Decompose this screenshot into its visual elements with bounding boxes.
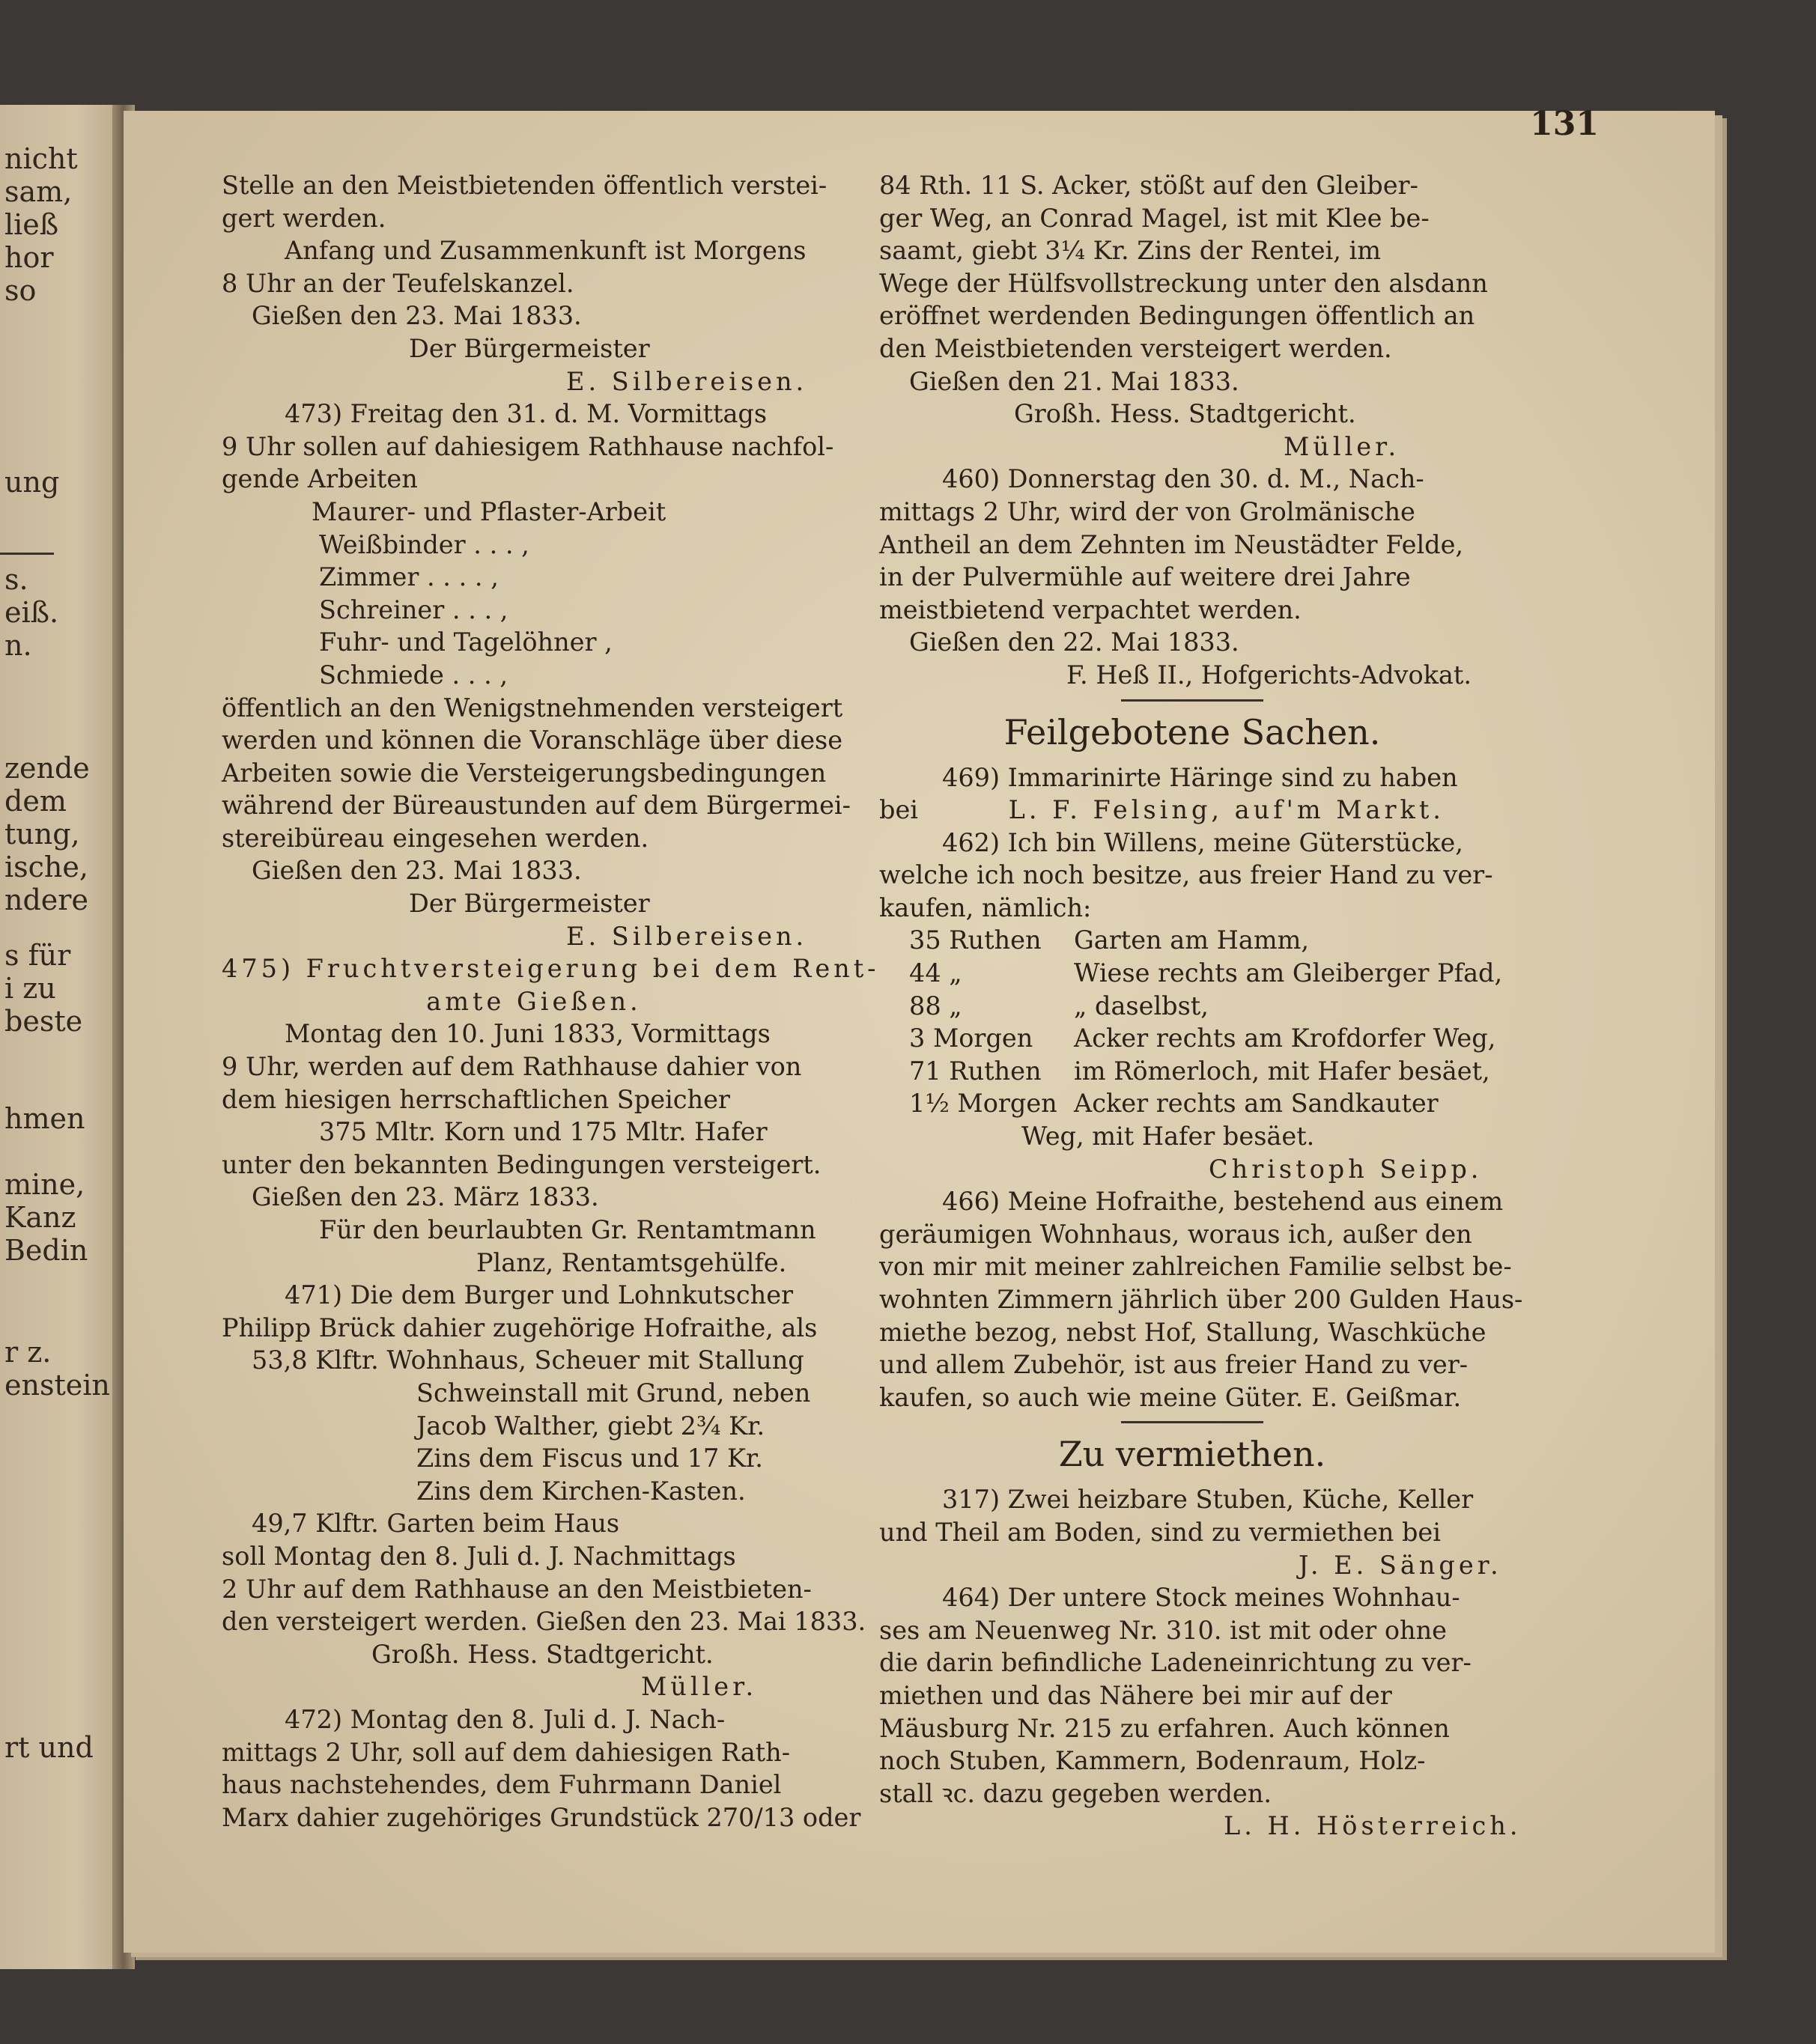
text-line: 8 Uhr an der Teufelskanzel. [222,268,574,298]
place-date: Gießen den 22. Mai 1833. [909,627,1239,657]
item-size: 44 „ [909,958,962,988]
section-heading-rent: Zu vermiethen. [1058,1434,1326,1475]
right-column [879,169,1523,1843]
text-line: und allem Zubehör, ist aus freier Hand zu ver- [879,1350,1469,1380]
facing-page-text: enstein [4,1369,110,1402]
item-desc: Acker rechts am Sandkauter [1074,1089,1439,1119]
notice-317 [879,1483,1505,1581]
notice-466 [879,1185,1523,1414]
section-rule [1121,699,1263,702]
work-item: Weißbinder . . . , [319,529,529,559]
item-size: 71 Ruthen [909,1056,1042,1086]
text-line: dem hiesigen herrschaftlichen Speicher [222,1084,730,1114]
text-line: stall ꝛc. dazu gegeben werden. [879,1778,1272,1808]
text-line: Marx dahier zugehöriges Grundstück 270/13 oder [222,1802,861,1832]
text-line [879,794,1505,827]
text-line: mittags 2 Uhr, soll auf dem dahiesigen Rath- [222,1737,791,1767]
work-item: Schmiede . . . , [319,660,508,690]
text-line: ses am Neuenweg Nr. 310. ist mit oder ohne [879,1615,1447,1645]
item-desc: „ daselbst, [1074,991,1209,1021]
text-line: Zins dem Fiscus und 17 Kr. [416,1444,763,1473]
signature-name: F. Heß II., Hofgerichts-Advokat. [1066,660,1472,690]
text-line: Jacob Walther, giebt 2¾ Kr. [416,1411,765,1441]
facing-page-text: ische, [4,851,88,883]
facing-page-text: dem [4,785,67,818]
signature-title: Der Bürgermeister [409,889,650,919]
text-line: während der Büreaustunden auf dem Bürgermei- [222,791,851,821]
list-item [879,1087,1505,1120]
facing-page-text: eiß. [4,596,59,629]
signature-name: E. Silbereisen. [566,366,808,396]
signature-title: Großh. Hess. Stadtgericht. [371,1639,714,1669]
text-line: mittags 2 Uhr, wird der von Grolmänische [879,496,1415,526]
facing-page-text: beste [4,1005,83,1038]
text-line: ger Weg, an Conrad Magel, ist mit Klee be- [879,203,1430,233]
text-line: 9 Uhr sollen auf dahiesigem Rathhause nachfol- [222,431,834,461]
list-item [879,1055,1505,1088]
facing-page-text: s für [4,939,71,972]
item-desc: Garten am Hamm, [1074,925,1310,955]
text-line: 49,7 Klftr. Garten beim Haus [252,1509,620,1539]
notice-title: amte Gießen. [426,986,642,1016]
facing-page-text: tung, [4,818,80,851]
text-line: 84 Rth. 11 S. Acker, stößt auf den Gleiber- [879,171,1418,200]
section-heading-sale: Feilgebotene Sachen. [1003,711,1381,752]
facing-page-fragment [0,105,126,1969]
text-line: werden und können die Voranschläge über diese [222,726,843,755]
text-line: öffentlich an den Wenigstnehmenden versteigert [222,693,843,723]
facing-page-text: r z. [4,1336,52,1369]
text-line: 472) Montag den 8. Juli d. J. Nach- [285,1704,726,1734]
facing-page-text: ließ [4,208,59,241]
signature-name: Müller. [1284,431,1400,461]
facing-page-text: sam, [4,175,73,208]
item-size: 1½ Morgen [909,1089,1057,1119]
work-item: Zimmer . . . . , [319,562,499,592]
signature-name: L. H. Hösterreich. [1224,1811,1522,1841]
notice-464 [879,1581,1522,1843]
text-line: unter den bekannten Bedingungen versteigert. [222,1149,822,1179]
text-line: 462) Ich bin Willens, meine Güterstücke, [942,827,1463,857]
text-line: die darin befindliche Ladeneinrichtung zu ver- [879,1648,1472,1678]
item-size: 35 Ruthen [909,925,1042,955]
facing-page-text: so [4,274,37,307]
text-line: haus nachstehendes, dem Fuhrmann Daniel [222,1770,782,1800]
text-line: miethen und das Nähere bei mir auf der [879,1680,1392,1710]
signature-title: Für den beurlaubten Gr. Rentamtmann [319,1215,816,1244]
notice-460 [879,463,1505,691]
text-line: Weg, mit Hafer besäet. [1021,1122,1315,1152]
list-item [879,924,1505,957]
text-line: Philipp Brück dahier zugehörige Hofraithe, als [222,1313,818,1342]
text-line: und Theil am Boden, sind zu vermiethen bei [879,1517,1441,1547]
notice-title: 475) Fruchtversteigerung bei dem Rent- [222,954,880,984]
work-item: Fuhr- und Tagelöhner , [319,627,613,657]
text-line: Wege der Hülfsvollstreckung unter den alsdann [879,268,1488,298]
notice-475 [222,952,880,1279]
list-item [879,1022,1505,1055]
signature-name: J. E. Sänger. [1299,1550,1502,1580]
text-line: 53,8 Klftr. Wohnhaus, Scheuer mit Stallung [252,1345,804,1375]
list-item [879,957,1505,990]
facing-page-text: n. [4,629,32,662]
facing-page-text: mine, [4,1168,85,1201]
text-line: Mäusburg Nr. 215 zu erfahren. Auch können [879,1713,1450,1743]
item-desc: Acker rechts am Krofdorfer Weg, [1074,1023,1496,1053]
text-line: Antheil an dem Zehnten im Neustädter Felde, [879,529,1464,559]
text-line: soll Montag den 8. Juli d. J. Nachmittags [222,1541,736,1571]
text-line: 2 Uhr auf dem Rathhause an den Meistbieten- [222,1574,812,1604]
page-number: 131 [1530,105,1599,143]
text-line: 464) Der untere Stock meines Wohnhau- [942,1583,1460,1613]
text-line: Arbeiten sowie die Versteigerungsbedingungen [222,758,827,788]
property-list [879,924,1505,1120]
notice-472 [222,1703,861,1834]
work-item: Schreiner . . . , [319,594,508,624]
facing-page-text: hmen [4,1102,85,1135]
text-line: meistbietend verpachtet werden. [879,594,1302,624]
section-rule [1121,1421,1263,1423]
facing-page-text: ung [4,466,60,499]
signature-name: E. Silbereisen. [566,921,808,951]
notice-469 [879,761,1505,827]
list-item [879,990,1505,1023]
notice-471 [222,1279,866,1703]
place-date: Gießen den 21. Mai 1833. [909,366,1239,396]
text-line: wohnten Zimmern jährlich über 200 Gulden Haus- [879,1285,1523,1314]
text-line: stereibüreau eingesehen werden. [222,823,649,853]
facing-page-text: rt und [4,1731,94,1764]
text-line: in der Pulvermühle auf weitere drei Jahre [879,562,1411,592]
text-line: 469) Immarinirte Häringe sind zu haben [942,762,1458,792]
text-line: den versteigert werden. Gießen den 23. Mai 1833. [222,1607,866,1637]
text-line: gert werden. [222,203,386,233]
facing-page-rule [0,553,54,555]
text-line: 375 Mltr. Korn und 175 Mltr. Hafer [319,1117,768,1147]
facing-page-text: s. [4,563,28,596]
signature-name: L. F. Felsing, auf'm Markt. [1008,795,1445,825]
text-line: 466) Meine Hofraithe, bestehend aus einem [942,1187,1504,1217]
text-line: kaufen, so auch wie meine Güter. E. Geißmar. [879,1382,1462,1412]
place-date: Gießen den 23. Mai 1833. [252,856,582,886]
text-line: 9 Uhr, werden auf dem Rathhause dahier von [222,1052,802,1082]
text-line: eröffnet werdenden Bedingungen öffentlich an [879,301,1475,331]
notice-462 [879,827,1505,1186]
text-line: 460) Donnerstag den 30. d. M., Nach- [942,464,1424,494]
place-date: Gießen den 23. Mai 1833. [252,301,582,331]
facing-page-text: hor [4,241,54,274]
text-line: miethe bezog, nebst Hof, Stallung, Waschküche [879,1317,1486,1347]
text-line: welche ich noch besitze, aus freier Hand zu ver- [879,860,1493,890]
item-size: 3 Morgen [909,1023,1033,1053]
item-size: 88 „ [909,991,962,1021]
item-desc: im Römerloch, mit Hafer besäet, [1074,1056,1490,1086]
work-item: Maurer- und Pflaster-Arbeit [312,496,666,526]
text-line: gende Arbeiten [222,464,418,494]
facing-page-text: i zu [4,972,56,1005]
signature-name: Müller. [641,1672,758,1702]
notice-472-continuation [879,169,1505,463]
text-word: bei [879,795,918,825]
text-line: noch Stuben, Kammern, Bodenraum, Holz- [879,1746,1426,1776]
text-line: Anfang und Zusammenkunft ist Morgens [285,236,807,266]
facing-page-text: Kanz [4,1201,76,1234]
text-line: Montag den 10. Juni 1833, Vormittags [285,1019,771,1049]
left-column [222,169,880,1834]
notice-473 [222,398,851,952]
facing-page-text: zende [4,752,90,785]
facing-page-text: Bedin [4,1234,88,1267]
notice-continuation [222,169,846,398]
signature-name: Christoph Seipp. [1209,1154,1483,1184]
text-line: 473) Freitag den 31. d. M. Vormittags [285,399,768,429]
text-line: den Meistbietenden versteigert werden. [879,333,1392,363]
text-line: kaufen, nämlich: [879,892,1092,922]
facing-page-text: ndere [4,883,88,916]
signature-name: Planz, Rentamtsgehülfe. [476,1247,787,1277]
text-line: von mir mit meiner zahlreichen Familie selbst be- [879,1252,1512,1282]
text-line: geräumigen Wohnhaus, woraus ich, außer den [879,1219,1472,1249]
facing-page-text: nicht [4,142,78,175]
text-line: Stelle an den Meistbietenden öffentlich verstei- [222,171,827,200]
text-line: saamt, giebt 3¼ Kr. Zins der Rentei, im [879,236,1382,266]
item-desc: Wiese rechts am Gleiberger Pfad, [1074,958,1503,988]
text-line: 317) Zwei heizbare Stuben, Küche, Keller [942,1485,1474,1515]
signature-title: Großh. Hess. Stadtgericht. [1014,399,1356,429]
signature-title: Der Bürgermeister [409,333,650,363]
text-line: 471) Die dem Burger und Lohnkutscher [285,1280,794,1310]
text-line: Schweinstall mit Grund, neben [416,1378,811,1408]
text-line: Zins dem Kirchen-Kasten. [416,1476,746,1506]
place-date: Gießen den 23. März 1833. [252,1182,599,1212]
